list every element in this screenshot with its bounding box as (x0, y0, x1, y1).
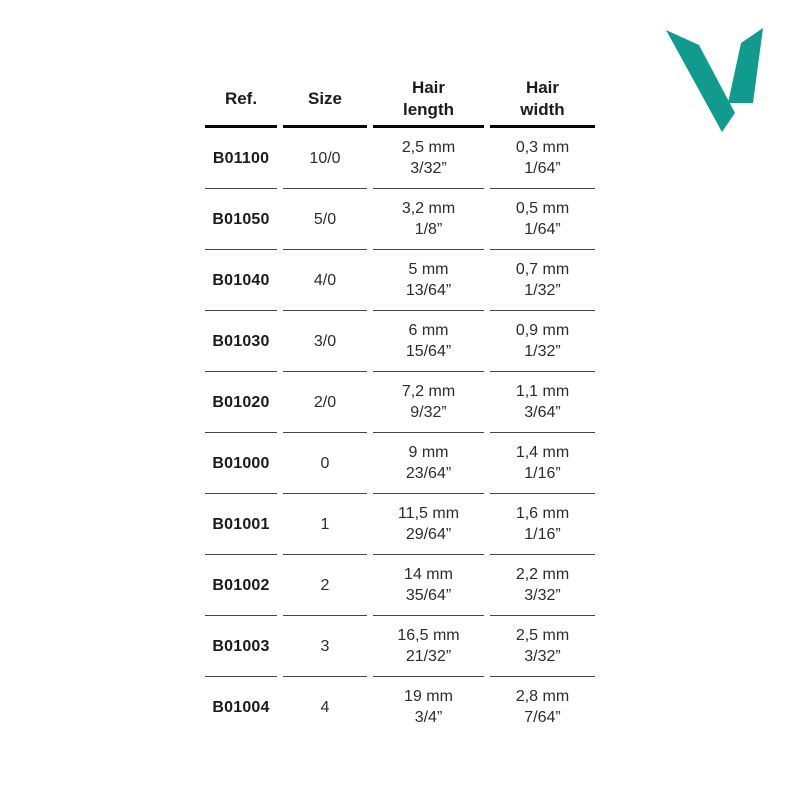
cell-ref: B01002 (205, 555, 277, 616)
col-header-hair-length (373, 73, 484, 128)
hair-length-inch: 29/64” (405, 526, 452, 543)
hair-length-inch: 21/32” (405, 648, 452, 665)
table-body (205, 128, 595, 737)
cell-size: 5/0 (283, 189, 367, 250)
cell-ref: B01100 (205, 128, 277, 189)
cell-size: 3 (283, 616, 367, 677)
hair-width-inch: 1/32” (524, 282, 561, 299)
cell-hair-width (490, 433, 595, 494)
hair-width-inch: 7/64” (524, 709, 561, 726)
table-row (205, 616, 595, 677)
table-row (205, 433, 595, 494)
hair-width-inch: 3/32” (524, 587, 561, 604)
hair-length-inch: 15/64” (405, 343, 452, 360)
hair-width-mm: 0,5 mm (515, 200, 570, 217)
hair-width-mm: 2,5 mm (515, 627, 570, 644)
col-header-size (283, 73, 367, 128)
hair-width-inch: 3/32” (524, 648, 561, 665)
cell-hair-length (373, 616, 484, 677)
hair-length-mm: 2,5 mm (401, 139, 456, 156)
cell-hair-width (490, 616, 595, 677)
cell-hair-width (490, 494, 595, 555)
cell-size: 3/0 (283, 311, 367, 372)
hair-width-mm: 2,8 mm (515, 688, 570, 705)
hair-length-mm: 14 mm (404, 566, 453, 583)
hair-length-mm: 9 mm (408, 444, 449, 461)
hair-length-inch: 3/4” (414, 709, 443, 726)
hair-width-inch: 1/16” (524, 465, 561, 482)
hair-length-inch: 35/64” (405, 587, 452, 604)
hair-width-mm: 0,3 mm (515, 139, 570, 156)
cell-hair-length (373, 128, 484, 189)
hair-width-mm: 1,4 mm (515, 444, 570, 461)
col-header-hair-length-line2: length (403, 100, 454, 119)
teal-v-logo (650, 20, 770, 140)
hair-width-inch: 1/16” (524, 526, 561, 543)
hair-width-mm: 2,2 mm (515, 566, 570, 583)
cell-ref: B01030 (205, 311, 277, 372)
hair-length-mm: 11,5 mm (397, 505, 460, 522)
cell-hair-length (373, 677, 484, 737)
cell-ref: B01020 (205, 372, 277, 433)
hair-length-inch: 23/64” (405, 465, 452, 482)
cell-hair-length (373, 189, 484, 250)
cell-ref: B01001 (205, 494, 277, 555)
hair-width-inch: 1/64” (524, 160, 561, 177)
cell-hair-length (373, 372, 484, 433)
cell-hair-length (373, 311, 484, 372)
hair-length-mm: 16,5 mm (397, 627, 460, 644)
table-row (205, 189, 595, 250)
table-row (205, 677, 595, 737)
hair-length-inch: 3/32” (410, 160, 447, 177)
table-row (205, 494, 595, 555)
table-row (205, 555, 595, 616)
cell-hair-width (490, 677, 595, 737)
cell-ref: B01050 (205, 189, 277, 250)
hair-width-mm: 1,1 mm (515, 383, 570, 400)
hair-width-inch: 1/32” (524, 343, 561, 360)
cell-hair-width (490, 555, 595, 616)
hair-width-inch: 1/64” (524, 221, 561, 238)
hair-length-inch: 1/8” (414, 221, 443, 238)
col-header-hair-width (490, 73, 595, 128)
table-row (205, 250, 595, 311)
hair-width-mm: 0,9 mm (515, 322, 570, 339)
hair-length-mm: 19 mm (404, 688, 453, 705)
spec-table (199, 73, 601, 737)
cell-hair-length (373, 433, 484, 494)
cell-hair-width (490, 311, 595, 372)
cell-hair-width (490, 372, 595, 433)
col-header-size-line1: Size (307, 89, 343, 108)
cell-size: 1 (283, 494, 367, 555)
cell-hair-width (490, 250, 595, 311)
col-header-hair-width-line2: width (520, 100, 565, 119)
hair-width-mm: 0,7 mm (515, 261, 570, 278)
hair-length-mm: 6 mm (408, 322, 449, 339)
cell-hair-length (373, 555, 484, 616)
cell-hair-width (490, 128, 595, 189)
cell-ref: B01003 (205, 616, 277, 677)
cell-ref: B01040 (205, 250, 277, 311)
hair-length-mm: 3,2 mm (401, 200, 456, 217)
table-row (205, 372, 595, 433)
cell-size: 0 (283, 433, 367, 494)
hair-width-mm: 1,6 mm (515, 505, 570, 522)
cell-hair-width (490, 189, 595, 250)
cell-size: 4 (320, 698, 330, 716)
cell-ref: B01000 (205, 433, 277, 494)
cell-size: 4/0 (283, 250, 367, 311)
logo-left-stroke (666, 30, 735, 132)
hair-length-inch: 9/32” (410, 404, 447, 421)
table-row (205, 311, 595, 372)
hair-length-inch: 13/64” (405, 282, 452, 299)
col-header-hair-width-line1: Hair (525, 78, 560, 97)
cell-hair-length (373, 250, 484, 311)
col-header-hair-length-line1: Hair (411, 78, 446, 97)
cell-size: 2/0 (283, 372, 367, 433)
col-header-ref (205, 73, 277, 128)
hair-length-mm: 7,2 mm (401, 383, 456, 400)
header-row (205, 73, 595, 128)
hair-width-inch: 3/64” (524, 404, 561, 421)
logo-right-stroke (728, 28, 763, 103)
cell-ref: B01004 (212, 698, 270, 716)
col-header-ref-line1: Ref. (224, 89, 258, 108)
cell-hair-length (373, 494, 484, 555)
cell-size: 10/0 (283, 128, 367, 189)
table-row (205, 128, 595, 189)
table-header (205, 73, 595, 128)
cell-size: 2 (283, 555, 367, 616)
hair-length-mm: 5 mm (408, 261, 449, 278)
